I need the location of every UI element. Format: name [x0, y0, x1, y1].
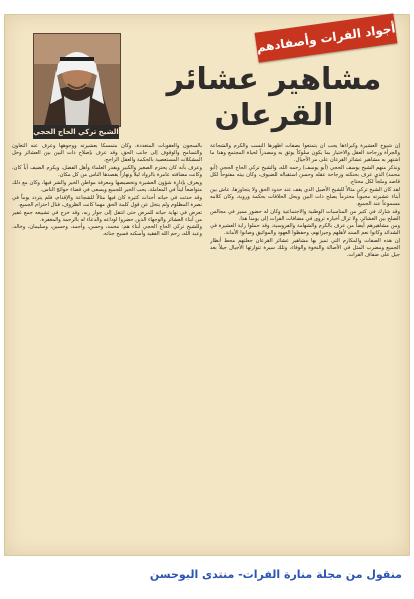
paragraph: وقد شارك في كثير من المناسبات الوطنية والاجتماعية وكان له حضور مميز في مجالس الصلح بين العشائر، ولا تزال أخباره تروى في مضافات الفرات إلى يومنا هذا. [210, 208, 400, 222]
paragraph: لقد كان الشيخ تركي مثالاً للشيخ الأصيل الذي يقف عند حدود الحق ولا يتجاوزها، عاش بين أبناء عشيرته محبوباً محترماً يصلح ذات البين ويحل الخلافات بحكمة وروية، وكان كلامه مسموعاً عند الجميع. [210, 186, 400, 207]
source-credit-text: منقول من مجلة منارة الفرات- منتدى البوحسن [149, 568, 402, 581]
photo-caption-text: الشيخ تركي الحاج الحجي [33, 128, 119, 136]
paragraph: إن شيوخ العشيرة وكبراءها يجب أن يتمتعوا بصفات أظهرها النسب والكرم والشجاعة والجرأة ورجاحة العقل والاختيار بما يكون سلوكاً يوثق به ومصدراً لحياة المجتمع وهذا ما اشتهر به مشاهير عشائر القرعان على مر الأجيال. [210, 143, 400, 163]
paragraph: وعرف بأنه كان يحترم الصغير والكبير ويقدر العلماء وأهل الفضل، ويكرم الضيف أياً كان، وكانت مضافته عامرة بالرواد ليلاً ونهاراً يقصدها الناس من كل مكان. [12, 164, 202, 178]
paragraph: إن هذه الصفات والمكارم التي تميز بها مشاهير عشائر القرعان جعلتهم محط أنظار الجميع ومضرب المثل في الأصالة والنخوة والوفاء، وتلك سيرة تتوارثها الأجيال جيلاً بعد جيل على ضفاف الفرات. [210, 238, 400, 259]
paragraph: ويعرف بإدارة شؤون العشيرة وتخصيصها ومعرفة مواطن الخير والشر فيها، وكان مع ذلك متواضعاً ليناً في المعاملة، يحب الخير للجميع ويسعى في قضاء حوائج الناس. [12, 179, 202, 193]
paragraph: تعرض في نهاية حياته للمرض حتى انتقل إلى جوار ربه، وقد خرج في تشييعه جمع غفير من أبناء العشائر والوجهاء الذين حضروا لوداعه والدعاء له بالرحمة والمغفرة. [12, 209, 202, 223]
photo-caption [33, 125, 119, 139]
article-body [12, 143, 400, 547]
article-column-left [12, 143, 202, 547]
headline-line-2: القرعان [214, 98, 334, 133]
paragraph: بالسجون والعقوبات المتعددة، وكان متمسكاً بعشيرته ووجوهها وعرف عنه التعاون والتسامح والوقوف إلى جانب الحق، وقد عرف بإصلاح ذات البين بين العشائر وحل المشكلات المستعصية بالحكمة والعقل الراجح. [12, 143, 202, 163]
section-ribbon-label: أجواد الفرات وأصفادهم [255, 21, 397, 55]
paragraph: وقد حدثت في حياته أحداث كثيرة كان فيها مثالاً للشجاعة والإقدام، فلم يتردد يوماً في نصرة المظلوم ولم يتخل عن قول كلمة الحق مهما كانت الظروف، فنال احترام الجميع. [12, 194, 202, 208]
article-headline [150, 62, 398, 134]
paragraph: وللشيخ تركي الحاج الحجي أبناء هم: محمد، وحسن، وأحمد، وحسين، وسليمان، وخالد، وعبد الله، رحم الله الفقيد وأسكنه فسيح جناته. [12, 224, 202, 238]
paragraph: ومن مشاهيرهم أيضاً من عرف بالكرم والشهامة والفروسية، وقد حملوا راية العشيرة في الشدائد وكانوا نعم السند لأهلهم وجيرانهم، وحفظوا العهود والمواثيق وصانوا الأمانة. [210, 223, 400, 237]
paragraph: ونذكر منهم الشيخ يوسف الحجي (أبو يوسف) رحمه الله، والشيخ تركي الحاج الحجي (أبو محمد) الذي عرف بحنكته ورجاحة عقله وحسن استقباله للضيوف، وكان بيته مفتوحاً لكل قاصد وملجأً لكل محتاج. [210, 164, 400, 185]
sheikh-portrait-photo [33, 33, 121, 127]
portrait-illustration [34, 34, 120, 126]
article-column-right [210, 143, 400, 547]
source-credit [40, 568, 402, 581]
headline-line-1: مشاهير عشائر [166, 62, 382, 97]
